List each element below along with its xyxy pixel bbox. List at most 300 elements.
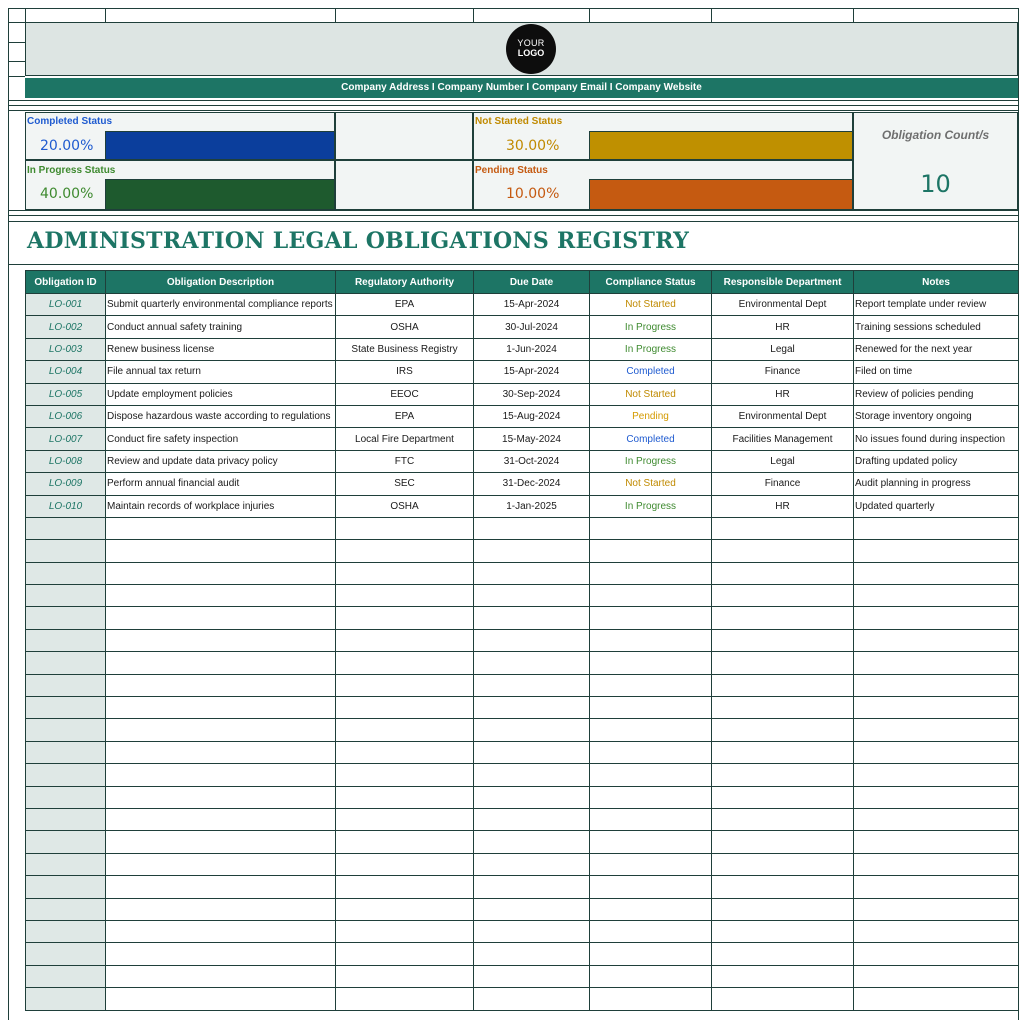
empty-cell[interactable] xyxy=(26,920,106,942)
not-started-status-bar xyxy=(589,131,853,160)
empty-cell[interactable] xyxy=(26,652,106,674)
empty-table-row[interactable] xyxy=(26,808,1019,830)
grid-line xyxy=(8,215,1019,216)
empty-cell[interactable] xyxy=(474,808,590,830)
authority-cell[interactable]: EEOC xyxy=(336,383,474,405)
empty-cell[interactable] xyxy=(712,988,854,1010)
table-body xyxy=(26,294,1019,1011)
not-started-status-value: 30.00% xyxy=(506,138,560,154)
due-date-cell[interactable]: 31-Oct-2024 xyxy=(474,450,590,472)
completed-status-label: Completed Status xyxy=(27,116,113,127)
authority-cell[interactable]: OSHA xyxy=(336,495,474,517)
empty-cell[interactable] xyxy=(26,607,106,629)
empty-table-row[interactable] xyxy=(26,540,1019,562)
empty-cell[interactable] xyxy=(106,831,336,853)
due-date-cell[interactable]: 15-Apr-2024 xyxy=(474,361,590,383)
description-cell[interactable]: Dispose hazardous waste according to regulations xyxy=(106,405,336,427)
status-cell[interactable]: In Progress xyxy=(590,495,712,517)
column-header[interactable]: Compliance Status xyxy=(590,271,712,294)
empty-cell[interactable] xyxy=(712,786,854,808)
department-cell[interactable]: Legal xyxy=(712,450,854,472)
authority-cell[interactable]: EPA xyxy=(336,405,474,427)
obligation-count-label: Obligation Count/s xyxy=(881,128,990,142)
description-cell[interactable]: Submit quarterly environmental compliance reports xyxy=(106,294,336,316)
empty-cell[interactable] xyxy=(474,876,590,898)
empty-cell[interactable] xyxy=(854,674,1019,696)
empty-cell[interactable] xyxy=(590,674,712,696)
empty-cell[interactable] xyxy=(590,920,712,942)
empty-cell[interactable] xyxy=(712,674,854,696)
empty-cell[interactable] xyxy=(854,853,1019,875)
status-cell[interactable]: Completed xyxy=(590,428,712,450)
empty-cell[interactable] xyxy=(590,808,712,830)
table-row[interactable] xyxy=(26,383,1019,405)
table-row[interactable] xyxy=(26,338,1019,360)
empty-cell[interactable] xyxy=(474,719,590,741)
empty-cell[interactable] xyxy=(474,674,590,696)
empty-cell[interactable] xyxy=(854,517,1019,539)
empty-cell[interactable] xyxy=(336,607,474,629)
empty-table-row[interactable] xyxy=(26,629,1019,651)
empty-cell[interactable] xyxy=(336,629,474,651)
empty-cell[interactable] xyxy=(474,831,590,853)
grid-line xyxy=(8,76,25,77)
empty-cell[interactable] xyxy=(590,831,712,853)
column-header[interactable]: Responsible Department xyxy=(712,271,854,294)
empty-cell[interactable] xyxy=(106,607,336,629)
empty-cell[interactable] xyxy=(712,853,854,875)
empty-cell[interactable] xyxy=(474,540,590,562)
empty-cell[interactable] xyxy=(26,540,106,562)
notes-cell[interactable]: Review of policies pending xyxy=(854,383,1019,405)
page-title: ADMINISTRATION LEGAL OBLIGATIONS REGISTRY xyxy=(27,228,690,254)
authority-cell[interactable]: State Business Registry xyxy=(336,338,474,360)
empty-cell[interactable] xyxy=(106,943,336,965)
notes-cell[interactable]: Audit planning in progress xyxy=(854,473,1019,495)
empty-cell[interactable] xyxy=(854,629,1019,651)
obligation-id-cell[interactable]: LO-002 xyxy=(26,316,106,338)
empty-cell[interactable] xyxy=(106,764,336,786)
empty-cell[interactable] xyxy=(336,965,474,987)
pending-status-value: 10.00% xyxy=(506,186,560,202)
empty-cell[interactable] xyxy=(474,920,590,942)
empty-cell[interactable] xyxy=(712,741,854,763)
notes-cell[interactable]: Renewed for the next year xyxy=(854,338,1019,360)
empty-cell[interactable] xyxy=(336,674,474,696)
empty-cell[interactable] xyxy=(712,652,854,674)
status-cell[interactable]: Not Started xyxy=(590,294,712,316)
empty-table-row[interactable] xyxy=(26,876,1019,898)
empty-cell[interactable] xyxy=(106,988,336,1010)
empty-cell[interactable] xyxy=(106,629,336,651)
empty-cell[interactable] xyxy=(26,786,106,808)
column-header[interactable]: Notes xyxy=(854,271,1019,294)
authority-cell[interactable]: SEC xyxy=(336,473,474,495)
due-date-cell[interactable]: 1-Jan-2025 xyxy=(474,495,590,517)
empty-table-row[interactable] xyxy=(26,585,1019,607)
empty-cell[interactable] xyxy=(106,540,336,562)
empty-cell[interactable] xyxy=(106,697,336,719)
empty-cell[interactable] xyxy=(474,764,590,786)
empty-cell[interactable] xyxy=(590,607,712,629)
empty-cell[interactable] xyxy=(854,920,1019,942)
empty-table-row[interactable] xyxy=(26,652,1019,674)
empty-cell[interactable] xyxy=(712,943,854,965)
notes-cell[interactable]: Report template under review xyxy=(854,294,1019,316)
empty-cell[interactable] xyxy=(336,764,474,786)
empty-cell[interactable] xyxy=(854,786,1019,808)
description-cell[interactable]: Perform annual financial audit xyxy=(106,473,336,495)
grid-line xyxy=(473,8,474,22)
description-cell[interactable]: Update employment policies xyxy=(106,383,336,405)
empty-cell[interactable] xyxy=(336,697,474,719)
empty-cell[interactable] xyxy=(336,652,474,674)
description-cell[interactable]: Conduct annual safety training xyxy=(106,316,336,338)
status-cell[interactable]: In Progress xyxy=(590,450,712,472)
obligation-id-cell[interactable]: LO-005 xyxy=(26,383,106,405)
department-cell[interactable]: Environmental Dept xyxy=(712,405,854,427)
empty-cell[interactable] xyxy=(106,652,336,674)
company-contact-bar: Company Address I Company Number I Company Email I Company Website xyxy=(25,78,1018,98)
column-header[interactable]: Regulatory Authority xyxy=(336,271,474,294)
empty-cell[interactable] xyxy=(590,764,712,786)
description-cell[interactable]: Conduct fire safety inspection xyxy=(106,428,336,450)
company-logo xyxy=(506,24,556,74)
empty-cell[interactable] xyxy=(590,652,712,674)
empty-cell[interactable] xyxy=(336,943,474,965)
empty-cell[interactable] xyxy=(106,741,336,763)
column-header[interactable]: Obligation ID xyxy=(26,271,106,294)
grid-line xyxy=(853,8,854,22)
not-started-status-label: Not Started Status xyxy=(475,116,563,127)
empty-cell[interactable] xyxy=(474,562,590,584)
description-cell[interactable]: Maintain records of workplace injuries xyxy=(106,495,336,517)
empty-cell[interactable] xyxy=(854,988,1019,1010)
due-date-cell[interactable]: 1-Jun-2024 xyxy=(474,338,590,360)
notes-cell[interactable]: Drafting updated policy xyxy=(854,450,1019,472)
empty-cell[interactable] xyxy=(712,697,854,719)
empty-cell[interactable] xyxy=(336,585,474,607)
empty-cell[interactable] xyxy=(336,741,474,763)
empty-cell[interactable] xyxy=(712,965,854,987)
status-cell[interactable]: In Progress xyxy=(590,316,712,338)
empty-cell[interactable] xyxy=(336,719,474,741)
due-date-cell[interactable]: 15-May-2024 xyxy=(474,428,590,450)
empty-cell[interactable] xyxy=(26,629,106,651)
completed-status-bar xyxy=(105,131,335,160)
empty-cell[interactable] xyxy=(590,965,712,987)
empty-cell[interactable] xyxy=(26,719,106,741)
empty-cell[interactable] xyxy=(854,876,1019,898)
empty-cell[interactable] xyxy=(474,988,590,1010)
empty-cell[interactable] xyxy=(26,898,106,920)
table-row[interactable] xyxy=(26,405,1019,427)
grid-line xyxy=(589,8,590,22)
empty-cell[interactable] xyxy=(590,853,712,875)
column-header[interactable]: Obligation Description xyxy=(106,271,336,294)
empty-cell[interactable] xyxy=(336,562,474,584)
empty-table-row[interactable] xyxy=(26,831,1019,853)
department-cell[interactable]: HR xyxy=(712,316,854,338)
empty-cell[interactable] xyxy=(474,697,590,719)
empty-cell[interactable] xyxy=(336,786,474,808)
notes-cell[interactable]: Updated quarterly xyxy=(854,495,1019,517)
empty-cell[interactable] xyxy=(26,876,106,898)
obligation-count-value: 10 xyxy=(920,170,951,198)
table-row[interactable] xyxy=(26,428,1019,450)
empty-cell[interactable] xyxy=(590,629,712,651)
empty-cell[interactable] xyxy=(26,674,106,696)
description-cell[interactable]: Renew business license xyxy=(106,338,336,360)
empty-cell[interactable] xyxy=(26,943,106,965)
department-cell[interactable]: Facilities Management xyxy=(712,428,854,450)
empty-cell[interactable] xyxy=(26,517,106,539)
grid-line xyxy=(25,8,26,22)
due-date-cell[interactable]: 30-Sep-2024 xyxy=(474,383,590,405)
empty-cell[interactable] xyxy=(26,988,106,1010)
empty-table-row[interactable] xyxy=(26,853,1019,875)
empty-cell[interactable] xyxy=(336,920,474,942)
empty-cell[interactable] xyxy=(712,562,854,584)
empty-cell[interactable] xyxy=(26,697,106,719)
empty-table-row[interactable] xyxy=(26,607,1019,629)
empty-cell[interactable] xyxy=(26,585,106,607)
empty-table-row[interactable] xyxy=(26,697,1019,719)
empty-cell[interactable] xyxy=(854,741,1019,763)
summary-spacer-cell xyxy=(335,160,473,210)
empty-cell[interactable] xyxy=(590,988,712,1010)
empty-cell[interactable] xyxy=(474,607,590,629)
empty-cell[interactable] xyxy=(26,831,106,853)
empty-cell[interactable] xyxy=(26,764,106,786)
empty-table-row[interactable] xyxy=(26,920,1019,942)
empty-cell[interactable] xyxy=(474,853,590,875)
status-cell[interactable]: Not Started xyxy=(590,383,712,405)
description-cell[interactable]: Review and update data privacy policy xyxy=(106,450,336,472)
empty-table-row[interactable] xyxy=(26,988,1019,1010)
empty-cell[interactable] xyxy=(854,697,1019,719)
empty-cell[interactable] xyxy=(590,585,712,607)
grid-line xyxy=(8,264,1019,265)
description-cell[interactable]: File annual tax return xyxy=(106,361,336,383)
empty-cell[interactable] xyxy=(106,876,336,898)
empty-cell[interactable] xyxy=(106,898,336,920)
empty-cell[interactable] xyxy=(712,607,854,629)
status-cell[interactable]: Completed xyxy=(590,361,712,383)
empty-cell[interactable] xyxy=(854,607,1019,629)
table-row[interactable] xyxy=(26,450,1019,472)
empty-cell[interactable] xyxy=(712,517,854,539)
empty-cell[interactable] xyxy=(26,741,106,763)
department-cell[interactable]: Legal xyxy=(712,338,854,360)
table-row[interactable] xyxy=(26,316,1019,338)
empty-cell[interactable] xyxy=(106,562,336,584)
empty-cell[interactable] xyxy=(854,943,1019,965)
table-row[interactable] xyxy=(26,495,1019,517)
empty-table-row[interactable] xyxy=(26,965,1019,987)
empty-cell[interactable] xyxy=(106,808,336,830)
empty-table-row[interactable] xyxy=(26,764,1019,786)
notes-cell[interactable]: No issues found during inspection xyxy=(854,428,1019,450)
empty-cell[interactable] xyxy=(474,786,590,808)
empty-table-row[interactable] xyxy=(26,943,1019,965)
empty-cell[interactable] xyxy=(106,585,336,607)
empty-cell[interactable] xyxy=(474,943,590,965)
grid-line xyxy=(8,110,1019,111)
empty-cell[interactable] xyxy=(106,786,336,808)
empty-cell[interactable] xyxy=(106,719,336,741)
empty-cell[interactable] xyxy=(712,920,854,942)
authority-cell[interactable]: OSHA xyxy=(336,316,474,338)
empty-cell[interactable] xyxy=(106,674,336,696)
obligation-id-cell[interactable]: LO-003 xyxy=(26,338,106,360)
empty-cell[interactable] xyxy=(336,853,474,875)
empty-cell[interactable] xyxy=(854,898,1019,920)
empty-cell[interactable] xyxy=(854,764,1019,786)
empty-cell[interactable] xyxy=(712,719,854,741)
empty-cell[interactable] xyxy=(854,965,1019,987)
grid-line xyxy=(8,105,1019,106)
empty-cell[interactable] xyxy=(590,719,712,741)
empty-cell[interactable] xyxy=(854,562,1019,584)
department-cell[interactable]: Environmental Dept xyxy=(712,294,854,316)
table-row[interactable] xyxy=(26,361,1019,383)
empty-cell[interactable] xyxy=(590,562,712,584)
empty-cell[interactable] xyxy=(590,786,712,808)
obligation-id-cell[interactable]: LO-008 xyxy=(26,450,106,472)
grid-line xyxy=(8,8,9,1020)
due-date-cell[interactable]: 15-Aug-2024 xyxy=(474,405,590,427)
empty-cell[interactable] xyxy=(712,764,854,786)
department-cell[interactable]: HR xyxy=(712,383,854,405)
obligation-id-cell[interactable]: LO-001 xyxy=(26,294,106,316)
empty-cell[interactable] xyxy=(106,920,336,942)
empty-cell[interactable] xyxy=(590,517,712,539)
empty-table-row[interactable] xyxy=(26,562,1019,584)
table-row[interactable] xyxy=(26,294,1019,316)
obligation-id-cell[interactable]: LO-010 xyxy=(26,495,106,517)
empty-cell[interactable] xyxy=(106,517,336,539)
status-cell[interactable]: Not Started xyxy=(590,473,712,495)
department-cell[interactable]: Finance xyxy=(712,361,854,383)
notes-cell[interactable]: Training sessions scheduled xyxy=(854,316,1019,338)
empty-cell[interactable] xyxy=(474,898,590,920)
empty-table-row[interactable] xyxy=(26,898,1019,920)
empty-cell[interactable] xyxy=(854,719,1019,741)
empty-cell[interactable] xyxy=(712,808,854,830)
empty-cell[interactable] xyxy=(474,652,590,674)
empty-cell[interactable] xyxy=(854,808,1019,830)
empty-cell[interactable] xyxy=(106,965,336,987)
empty-table-row[interactable] xyxy=(26,719,1019,741)
table-row[interactable] xyxy=(26,473,1019,495)
empty-cell[interactable] xyxy=(854,540,1019,562)
empty-cell[interactable] xyxy=(712,585,854,607)
empty-cell[interactable] xyxy=(474,517,590,539)
status-cell[interactable]: Pending xyxy=(590,405,712,427)
empty-cell[interactable] xyxy=(590,540,712,562)
empty-table-row[interactable] xyxy=(26,741,1019,763)
due-date-cell[interactable]: 31-Dec-2024 xyxy=(474,473,590,495)
grid-line xyxy=(8,42,25,43)
notes-cell[interactable]: Filed on time xyxy=(854,361,1019,383)
notes-cell[interactable]: Storage inventory ongoing xyxy=(854,405,1019,427)
empty-cell[interactable] xyxy=(26,853,106,875)
obligation-id-cell[interactable]: LO-009 xyxy=(26,473,106,495)
department-cell[interactable]: Finance xyxy=(712,473,854,495)
empty-cell[interactable] xyxy=(854,652,1019,674)
empty-cell[interactable] xyxy=(336,831,474,853)
authority-cell[interactable]: Local Fire Department xyxy=(336,428,474,450)
empty-cell[interactable] xyxy=(712,540,854,562)
pending-status-bar xyxy=(589,179,853,210)
grid-line xyxy=(8,221,1019,222)
due-date-cell[interactable]: 15-Apr-2024 xyxy=(474,294,590,316)
empty-cell[interactable] xyxy=(590,697,712,719)
department-cell[interactable]: HR xyxy=(712,495,854,517)
empty-cell[interactable] xyxy=(590,943,712,965)
logo-text-top: YOUR xyxy=(517,38,545,48)
empty-cell[interactable] xyxy=(854,585,1019,607)
in-progress-status-bar xyxy=(105,179,335,210)
authority-cell[interactable]: IRS xyxy=(336,361,474,383)
empty-cell[interactable] xyxy=(474,965,590,987)
empty-cell[interactable] xyxy=(336,988,474,1010)
authority-cell[interactable]: EPA xyxy=(336,294,474,316)
in-progress-status-label: In Progress Status xyxy=(27,165,116,176)
logo-text-bottom: LOGO xyxy=(517,48,545,58)
table-header-row xyxy=(26,271,1019,294)
empty-cell[interactable] xyxy=(26,562,106,584)
empty-cell[interactable] xyxy=(474,585,590,607)
in-progress-status-value: 40.00% xyxy=(40,186,94,202)
empty-cell[interactable] xyxy=(474,629,590,651)
obligation-id-cell[interactable]: LO-004 xyxy=(26,361,106,383)
grid-line xyxy=(711,8,712,22)
empty-table-row[interactable] xyxy=(26,786,1019,808)
authority-cell[interactable]: FTC xyxy=(336,450,474,472)
empty-cell[interactable] xyxy=(26,808,106,830)
empty-table-row[interactable] xyxy=(26,517,1019,539)
completed-status-value: 20.00% xyxy=(40,138,94,154)
empty-cell[interactable] xyxy=(590,741,712,763)
empty-cell[interactable] xyxy=(590,876,712,898)
grid-line xyxy=(8,61,25,62)
grid-line xyxy=(335,8,336,22)
empty-cell[interactable] xyxy=(712,898,854,920)
empty-cell[interactable] xyxy=(712,876,854,898)
status-cell[interactable]: In Progress xyxy=(590,338,712,360)
empty-table-row[interactable] xyxy=(26,674,1019,696)
empty-cell[interactable] xyxy=(474,741,590,763)
due-date-cell[interactable]: 30-Jul-2024 xyxy=(474,316,590,338)
obligation-id-cell[interactable]: LO-006 xyxy=(26,405,106,427)
empty-cell[interactable] xyxy=(336,517,474,539)
empty-cell[interactable] xyxy=(336,808,474,830)
empty-cell[interactable] xyxy=(336,540,474,562)
grid-line xyxy=(8,22,25,23)
empty-cell[interactable] xyxy=(854,831,1019,853)
empty-cell[interactable] xyxy=(712,831,854,853)
column-header[interactable]: Due Date xyxy=(474,271,590,294)
empty-cell[interactable] xyxy=(590,898,712,920)
empty-cell[interactable] xyxy=(336,898,474,920)
empty-cell[interactable] xyxy=(712,629,854,651)
empty-cell[interactable] xyxy=(336,876,474,898)
empty-cell[interactable] xyxy=(106,853,336,875)
obligation-id-cell[interactable]: LO-007 xyxy=(26,428,106,450)
empty-cell[interactable] xyxy=(26,965,106,987)
